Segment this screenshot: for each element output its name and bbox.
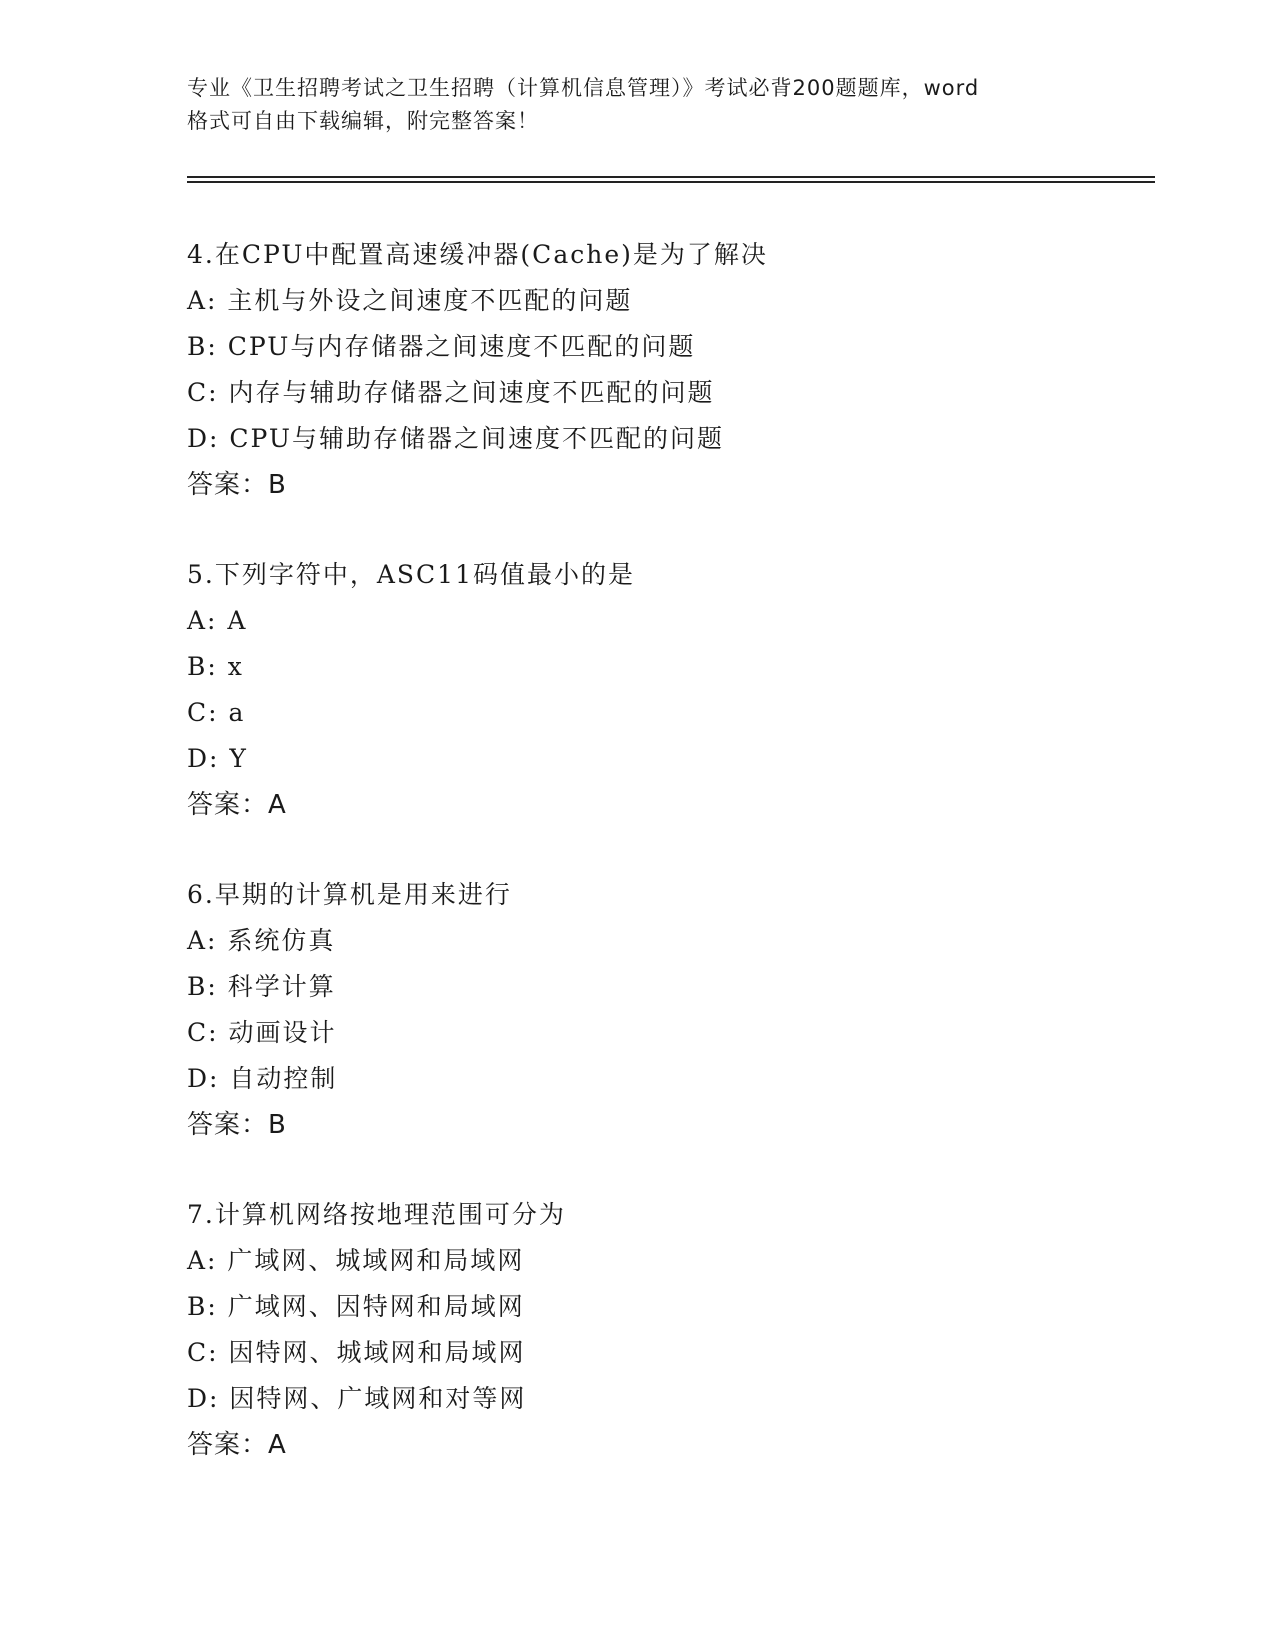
option-b: B: 广域网、因特网和局域网 — [187, 1292, 525, 1321]
option-c: C: a — [187, 698, 246, 727]
option-c: C: 因特网、城域网和局域网 — [187, 1338, 526, 1367]
question-stem: 4.在CPU中配置高速缓冲器(Cache)是为了解决 — [187, 240, 768, 269]
answer: 答案：A — [187, 1430, 287, 1460]
answer: 答案：B — [187, 470, 287, 500]
question-list — [187, 232, 1147, 1512]
option-d: D: 因特网、广域网和对等网 — [187, 1384, 527, 1413]
option-d: D: CPU与辅助存储器之间速度不匹配的问题 — [187, 424, 724, 453]
question-stem: 7.计算机网络按地理范围可分为 — [187, 1200, 566, 1229]
question-5 — [187, 552, 1147, 872]
option-d: D: 自动控制 — [187, 1064, 338, 1093]
option-b: B: x — [187, 652, 244, 681]
option-a: A: A — [187, 606, 248, 635]
answer: 答案：B — [187, 1110, 287, 1140]
option-b: B: 科学计算 — [187, 972, 336, 1001]
question-4 — [187, 232, 1147, 552]
question-stem: 5.下列字符中，ASC11码值最小的是 — [187, 560, 635, 589]
option-c: C: 动画设计 — [187, 1018, 337, 1047]
document-header — [187, 72, 1087, 138]
option-d: D: Y — [187, 744, 248, 773]
option-a: A: 系统仿真 — [187, 926, 336, 955]
header-divider-bottom — [187, 181, 1155, 183]
question-6 — [187, 872, 1147, 1192]
question-7 — [187, 1192, 1147, 1512]
question-stem: 6.早期的计算机是用来进行 — [187, 880, 512, 909]
header-divider-top — [187, 176, 1155, 178]
header-title-line-1: 专业《卫生招聘考试之卫生招聘（计算机信息管理）》考试必背200题题库，word — [187, 76, 980, 100]
option-a: A: 主机与外设之间速度不匹配的问题 — [187, 286, 633, 315]
header-title-line-2: 格式可自由下载编辑，附完整答案！ — [187, 109, 539, 133]
option-a: A: 广域网、城域网和局域网 — [187, 1246, 525, 1275]
option-b: B: CPU与内存储器之间速度不匹配的问题 — [187, 332, 696, 361]
option-c: C: 内存与辅助存储器之间速度不匹配的问题 — [187, 378, 715, 407]
answer: 答案：A — [187, 790, 287, 820]
